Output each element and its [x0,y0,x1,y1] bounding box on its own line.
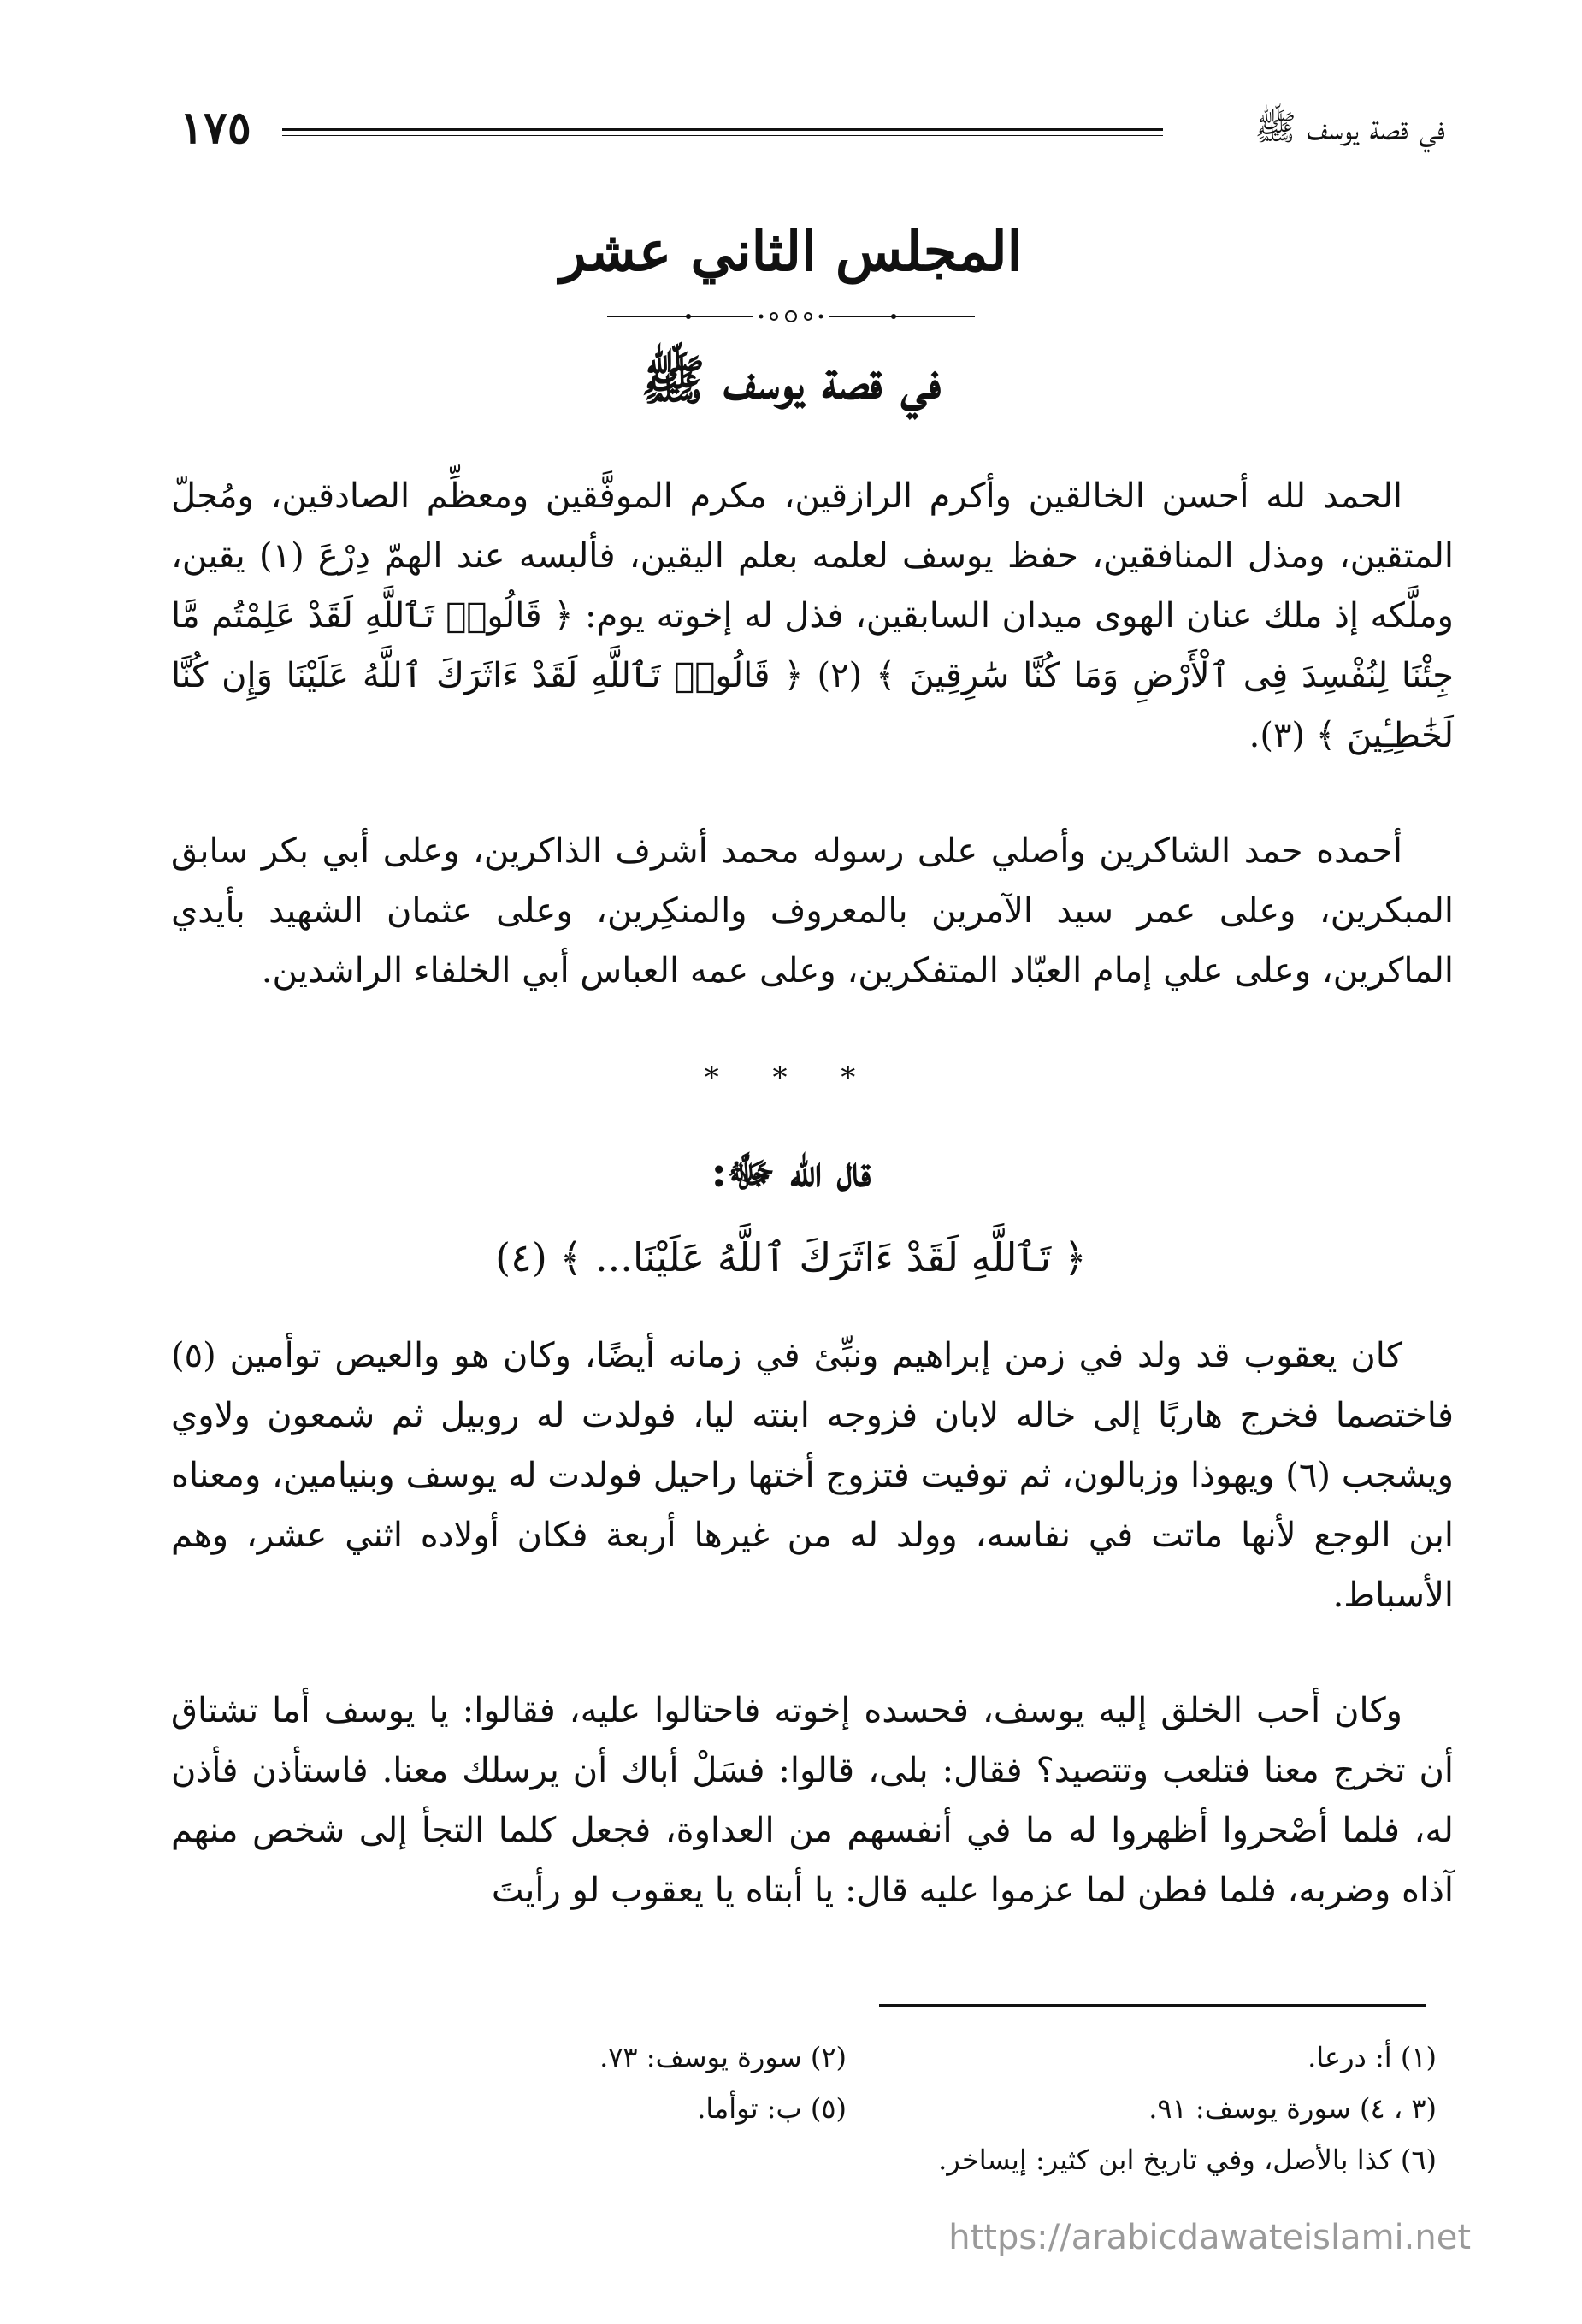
running-title: في قصة يوسف ﷺ [1254,109,1445,148]
story-paragraph-2 [171,1681,1454,1920]
footnote-row [171,2031,1437,2083]
footnote-2: (٢) سورة يوسف: ٧٣. [599,2041,847,2073]
chapter-title: المجلس الثاني عشر [559,220,1023,284]
intro-paragraph [171,466,1454,766]
footnote-1: (١) أ: درعا. [1308,2041,1437,2073]
quran-verse: ﴿ تَٱللَّهِ لَقَدْ ءَاثَرَكَ ٱللَّهُ عَلَيْنَا... ﴾ (٤) [495,1234,1087,1280]
qala-heading: قال الله ﷻ: [711,1146,871,1197]
footnote-row [171,2134,1437,2185]
section-title: في قصة يوسف ﷺ [640,349,942,411]
footnotes [171,2031,1437,2185]
ornament-divider-icon [607,308,975,325]
header-rule-thin [282,135,1163,136]
page-number: ١٧٥ [180,102,251,154]
intro-text: الحمد لله أحسن الخالقين وأكرم الرازقين، مكرم الموفَّقين ومعظِّم الصادقين، ومُجلّ المتقين، ومذل المنافقين، حفظ يوسف لعلمه بعلم اليقين، فألبسه عند الهمّ دِرْعَ (١) يقين، وملَّكه إذ ملك عنان الهوى ميدان السابقين، فذل له إخوته يوم: ﴿ قَالُوا۟ تَٱللَّهِ لَقَدْ عَلِمْتُم مَّا جِئْنَا لِنُفْسِدَ فِى ٱلْأَرْضِ وَمَا كُنَّا سَٰرِقِينَ ﴾ (٢) ﴿ قَالُوا۟ تَٱللَّهِ لَقَدْ ءَاثَرَكَ ٱللَّهُ عَلَيْنَا وَإِن كُنَّا لَخَٰطِـِٔينَ ﴾ (٣). [171,476,1454,755]
praise-paragraph [171,821,1454,1001]
section-separator: * * * [704,1061,878,1095]
story-text-2: وكان أحب الخلق إليه يوسف، فحسده إخوته فاحتالوا عليه، فقالوا: يا يوسف أما تشتاق أن تخرج معنا فتلعب وتتصيد؟ فقال: بلى، قالوا: فسَلْ أباك أن يرسلك معنا. فاستأذن فأذن له، فلما أصْحروا أظهروا له ما في أنفسهم من العداوة، فجعل كلما التجأ إلى شخص منهم آذاه وضربه، فلما فطن لما عزموا عليه قال: يا أبتاه يا يعقوب لو رأيتَ [171,1691,1454,1910]
footnote-6: (٦) كذا بالأصل، وفي تاريخ ابن كثير: إيساخر. [938,2144,1437,2176]
footnote-rule [879,2004,1426,2007]
footnote-row [171,2083,1437,2134]
footnote-3-4: (٣ ، ٤) سورة يوسف: ٩١. [1148,2092,1437,2125]
story-text-1: كان يعقوب قد ولد في زمن إبراهيم ونبِّئ في زمانه أيضًا، وكان هو والعيص توأمين (٥) فاختصما فخرج هاربًا إلى خاله لابان فزوجه ابنته ليا، فولدت له روبيل ثم شمعون ولاوي ويشجب (٦) ويهوذا وزبالون، ثم توفيت فتزوج أختها راحيل فولدت له يوسف وبنيامين، ومعناه ابن الوجع لأنها ماتت في نفاسه، وولد له من غيرها أربعة فكان أولاده اثني عشر، وهم الأسباط. [171,1336,1454,1615]
running-header [180,103,1445,163]
watermark-url: https://arabicdawateislami.net [948,2218,1471,2257]
header-rule [282,128,1163,131]
story-paragraph-1 [171,1326,1454,1625]
praise-text: أحمده حمد الشاكرين وأصلي على رسوله محمد أشرف الذاكرين، وعلى أبي بكر سابق المبكرين، وعلى عمر سيد الآمرين بالمعروف والمنكِرين، وعلى عثمان الشهيد بأيدي الماكرين، وعلى علي إمام العبّاد المتفكرين، وعلى عمه العباس أبي الخلفاء الراشدين. [171,831,1454,991]
footnote-5: (٥) ب: توأما. [697,2092,847,2125]
